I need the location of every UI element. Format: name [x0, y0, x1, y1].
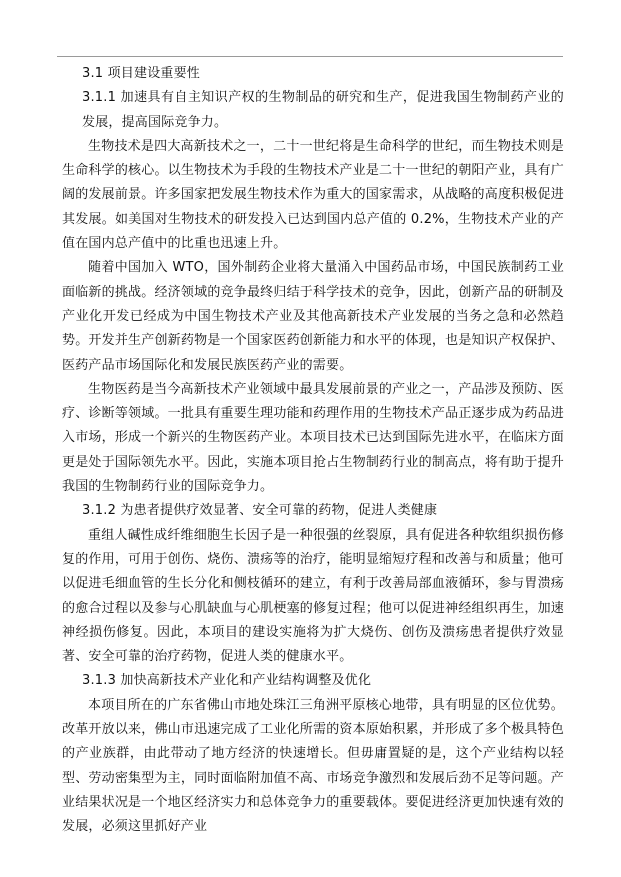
section-heading-3-1-1: 3.1.1 加速具有自主知识产权的生物制品的研究和生产，促进我国生物制药产业的发展，提高国际竞争力。	[82, 90, 564, 130]
paragraph-growth-factor: 重组人碱性成纤维细胞生长因子是一种很强的丝裂原，具有促进各种软组织损伤修复的作用，可用于创伤、烧伤、溃疡等的治疗，能明显缩短疗程和改善与和质量；他可以促进毛细血管的生长分化和侧枝循环的建立，有利于改善局部血液循环，参与胃溃疡的愈合过程以及参与心肌缺血与心肌梗塞的修复过程；他可以促进神经组织再生，加速神经损伤修复。因此，本项目的建设实施将为扩大烧伤、创伤及溃疡患者提供疗效显著、安全可靠的治疗药物，促进人类的健康水平。	[62, 527, 564, 665]
paragraph-foshan: 本项目所在的广东省佛山市地处珠江三角洲平原核心地带，具有明显的区位优势。改革开放以来，佛山市迅速完成了工业化所需的资本原始积累，并形成了多个极具特色的产业族群，由此带动了地方经济的快速增长。但毋庸置疑的是，这个产业结构以轻型、劳动密集型为主，同时面临附加值不高、市场竞争激烈和发展后劲不足等问题。产业结果状况是一个地区经济实力和总体竞争力的重要载体。要促进经济更加快速有效的发展，必须这里抓好产业	[62, 697, 564, 835]
paragraph-wto-challenge: 随着中国加入 WTO，国外制药企业将大量涌入中国药品市场，中国民族制药工业面临新的挑战。经济领域的竞争最终归结于科学技术的竞争，因此，创新产品的研制及产业化开发已经成为中国生物技术产业及其他高新技术产业发展的当务之急和必然趋势。开发并生产创新药物是一个国家医药创新能力和水平的体现，也是知识产权保护、医药产品市场国际化和发展民族医药产业的需要。	[62, 260, 564, 373]
paragraph-biomedicine: 生物医药是当今高新技术产业领域中最具发展前景的产业之一，产品涉及预防、医疗、诊断等领域。一批具有重要生理功能和药理作用的生物技术产品正逐步成为药品进入市场，形成一个新兴的生物医药产业。本项目技术已达到国际先进水平，在临床方面更是处于国际领先水平。因此，实施本项目抢占生物制药行业的制高点，将有助于提升我国的生物制药行业的国际竞争力。	[62, 381, 564, 495]
header-rule	[57, 56, 563, 57]
section-heading-3-1-2: 3.1.2 为患者提供疗效显著、安全可靠的药物，促进人类健康	[82, 503, 438, 519]
section-heading-3-1-3: 3.1.3 加快高新技术产业化和产业结构调整及优化	[82, 673, 372, 689]
document-body	[62, 62, 564, 840]
paragraph-biotech-era: 生物技术是四大高新技术之一，二十一世纪将是生命科学的世纪，而生物技术则是生命科学的核心。以生物技术为手段的生物技术产业是二十一世纪的朝阳产业，具有广阔的发展前景。许多国家把发展生物技术作为重大的国家需求，从战略的高度积极促进其发展。如美国对生物技术的研发投入已达到国内总产值的 0.2%，生物技术产业的产值在国内总产值中的比重也迅速上升。	[62, 138, 564, 252]
section-heading-3-1: 3.1 项目建设重要性	[82, 66, 201, 81]
